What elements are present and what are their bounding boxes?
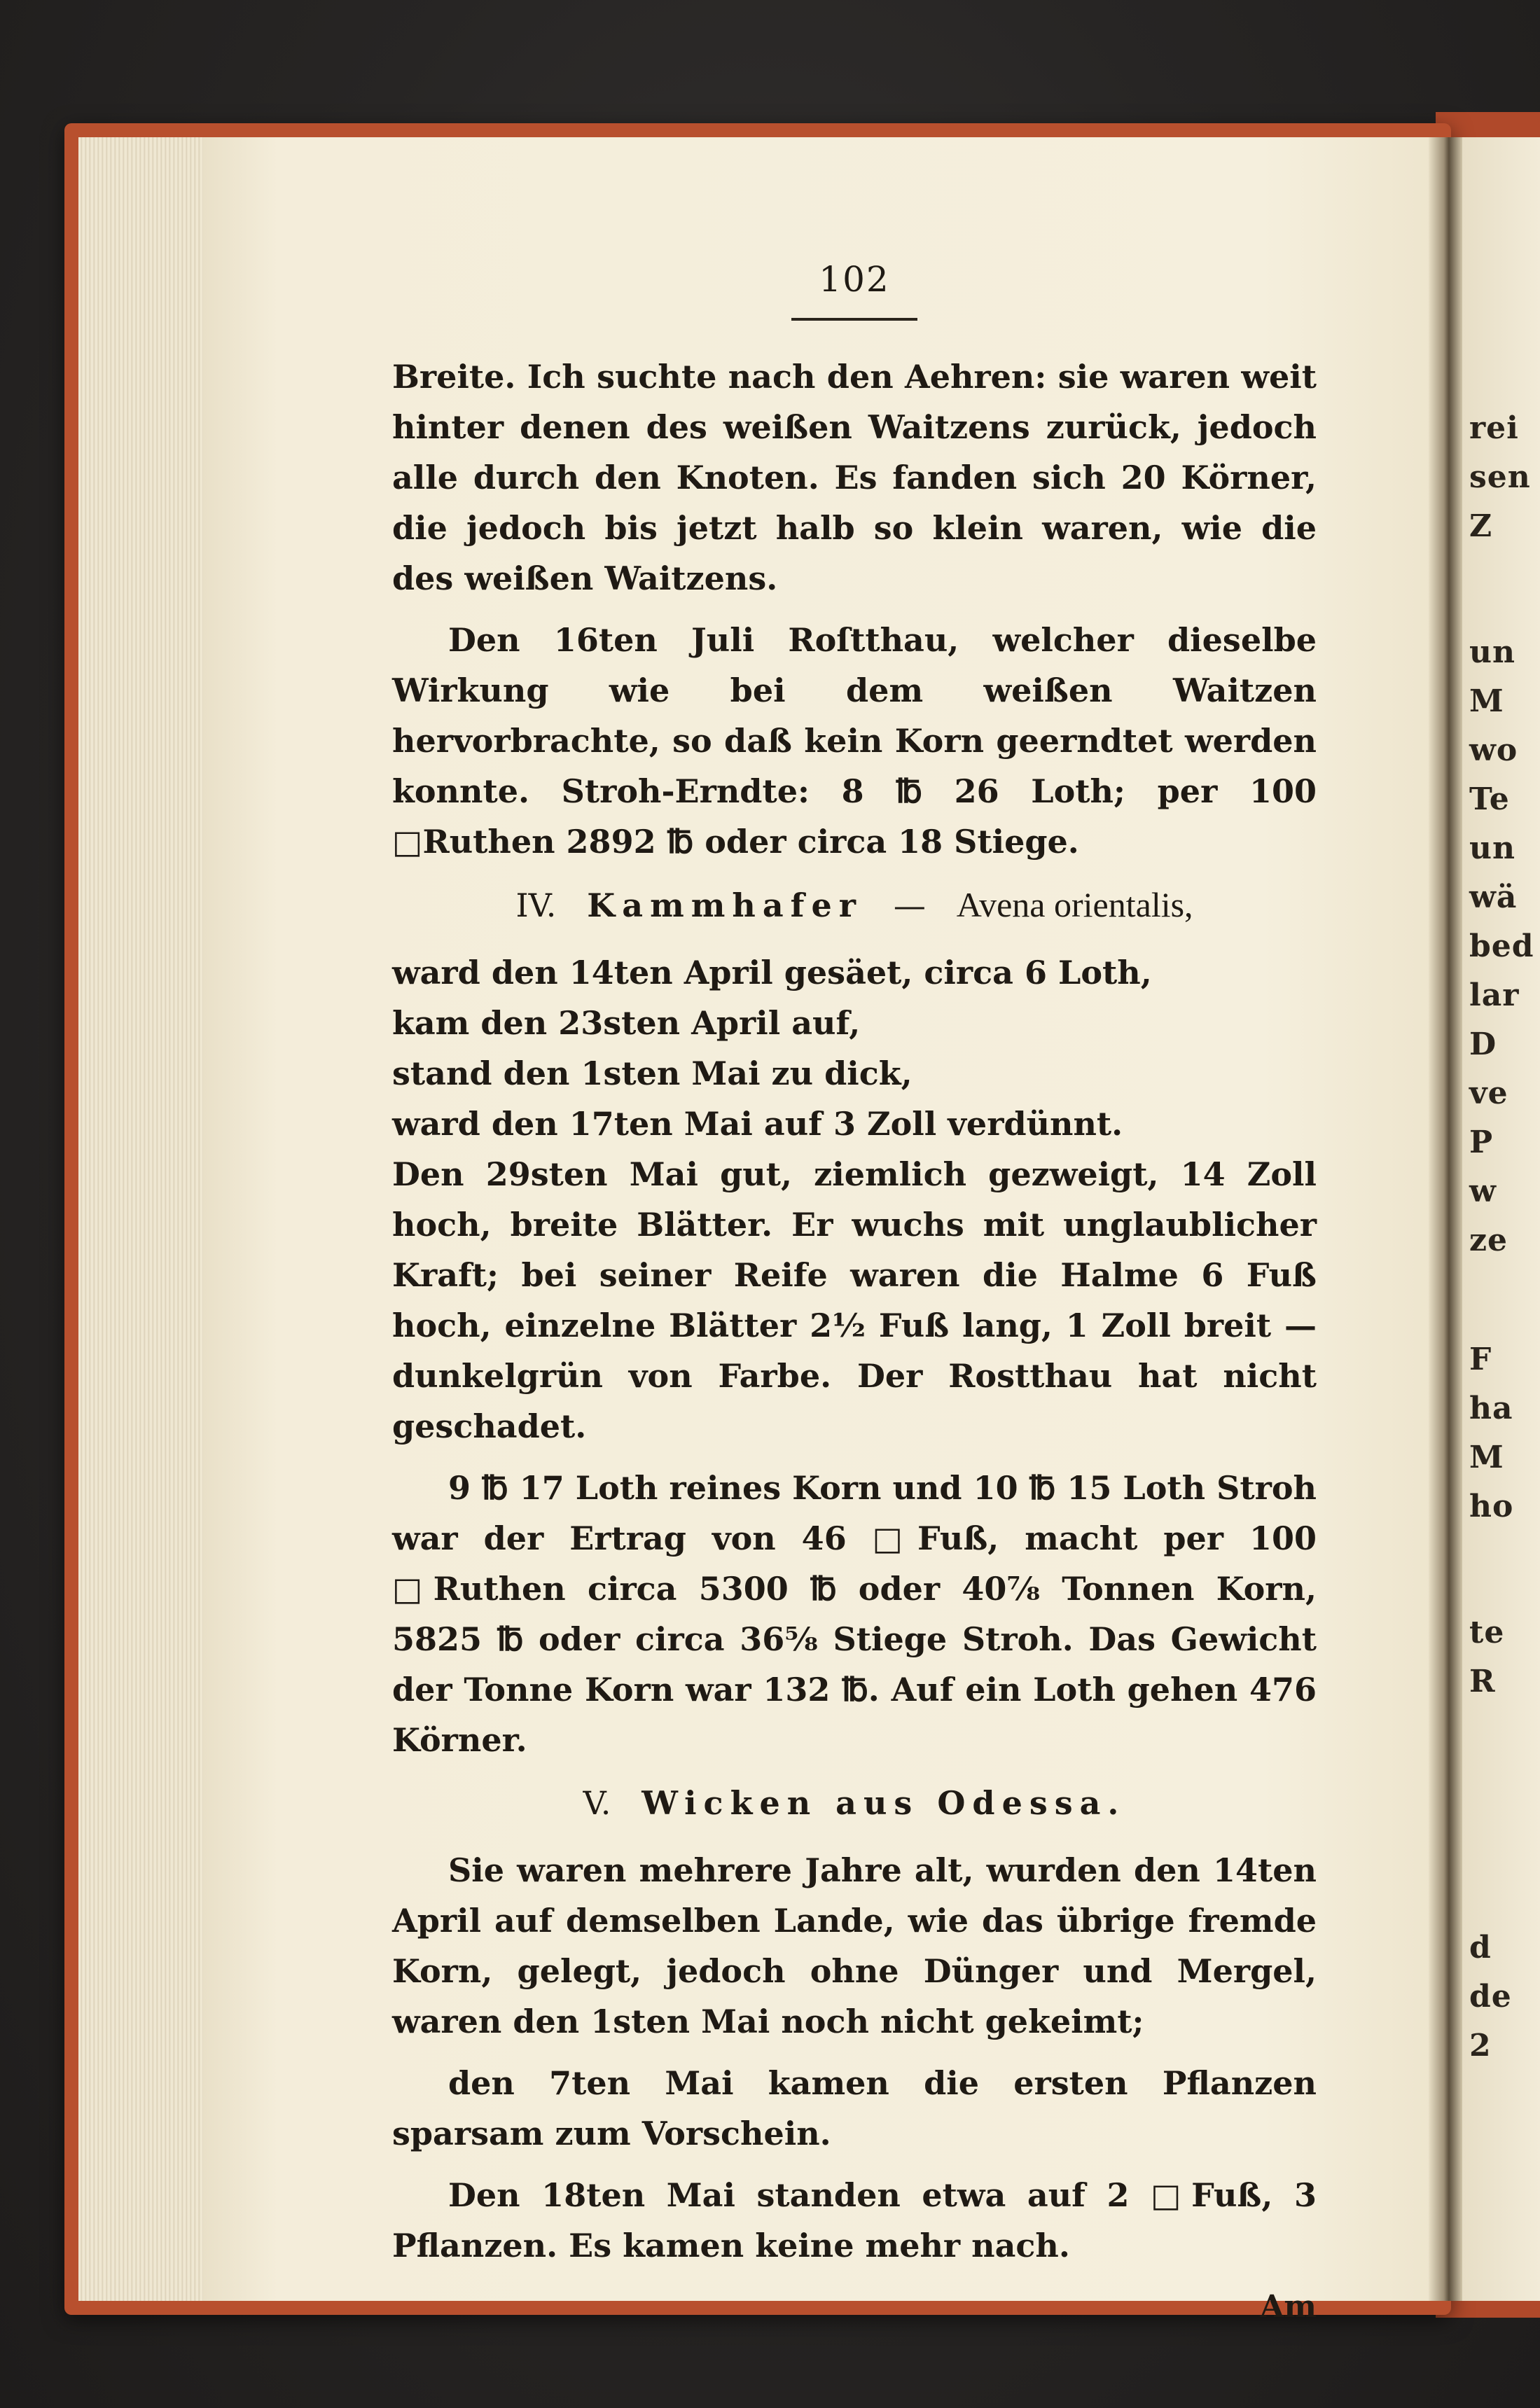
paragraph: Den 29sten Mai gut, ziemlich gezweigt, 14 Zoll hoch, breite Blätter. Er wuchs mit unglaublicher Kraft; bei seiner Reife waren die Halme 6 Fuß hoch, einzelne Blätter 2½ Fuß lang, 1 Zoll breit — dunkelgrün von Farbe. Der Rostthau hat nicht geschadet. bbox=[392, 1155, 1317, 1445]
page-edges bbox=[78, 137, 211, 2301]
next-page-fragment: R bbox=[1469, 1664, 1496, 1699]
text-line: stand den 1sten Mai zu dick, bbox=[392, 1055, 913, 1092]
section-name: Wicken aus Odessa. bbox=[641, 1784, 1126, 1822]
catchword: Am bbox=[1260, 2289, 1317, 2325]
next-page-fragment: de bbox=[1469, 1979, 1512, 2014]
paragraph: den 7ten Mai kamen die ersten Pflanzen sparsam zum Vorschein. bbox=[392, 2064, 1317, 2152]
next-page-fragment: lar bbox=[1469, 977, 1520, 1013]
section-heading-iv bbox=[392, 878, 1317, 932]
next-page-fragment: ze bbox=[1469, 1223, 1508, 1258]
section-latin-name: Avena orientalis, bbox=[956, 885, 1193, 924]
next-page-fragment: rei bbox=[1469, 410, 1519, 446]
next-page-fragment: M bbox=[1469, 683, 1504, 719]
text-line: ward den 14ten April gesäet, circa 6 Loth, bbox=[392, 954, 1152, 991]
next-page-fragment: D bbox=[1469, 1026, 1497, 1062]
next-page-fragment: un bbox=[1469, 830, 1515, 866]
section-number: V. bbox=[583, 1784, 611, 1822]
paragraph: Den 18ten Mai standen etwa auf 2 □Fuß, 3 Pflanzen. Es kamen keine mehr nach. bbox=[392, 2176, 1317, 2264]
paragraph: Breite. Ich suchte nach den Aehren: sie waren weit hinter denen des weißen Waitzens zurück, jedoch alle durch den Knoten. Es fanden sich 20 Körner, die jedoch bis jetzt halb so klein waren, wie die des weißen Waitzens. bbox=[392, 358, 1317, 597]
next-page-fragment: 2 bbox=[1469, 2028, 1492, 2063]
section-dash: — bbox=[893, 886, 926, 924]
book-gutter bbox=[1429, 137, 1462, 2301]
right-page-fragment bbox=[1462, 137, 1540, 2301]
header-rule bbox=[791, 318, 917, 321]
paragraph: 9 ℔ 17 Loth reines Korn und 10 ℔ 15 Loth Stroh war der Ertrag von 46 □Fuß, macht per 100 □Ruthen circa 5300 ℔ oder 40⅞ Tonnen Korn, 5825 ℔ oder circa 36⅝ Stiege Stroh. Das Gewicht der Tonne Korn war 132 ℔. Auf ein Loth gehen 476 Körner. bbox=[392, 1469, 1317, 1759]
text-line: kam den 23sten April auf, bbox=[392, 1004, 861, 1042]
next-page-fragment: P bbox=[1469, 1125, 1494, 1160]
next-page-fragment: un bbox=[1469, 634, 1515, 670]
next-page-fragment: bed bbox=[1469, 928, 1534, 964]
next-page-fragment: ho bbox=[1469, 1489, 1514, 1524]
section-number: IV. bbox=[515, 886, 557, 924]
paragraph: Sie waren mehrere Jahre alt, wurden den 14ten April auf demselben Lande, wie das übrige fremde Korn, gelegt, jedoch ohne Dünger und Mergel, waren den 1sten Mai noch nicht gekeimt; bbox=[392, 1851, 1317, 2040]
next-page-fragment: sen bbox=[1469, 459, 1531, 495]
next-page-fragment: wä bbox=[1469, 879, 1518, 915]
next-page-fragment: te bbox=[1469, 1615, 1505, 1650]
next-page-fragment: M bbox=[1469, 1440, 1504, 1475]
next-page-fragment: ha bbox=[1469, 1391, 1513, 1426]
paragraph: Den 16ten Juli Roſtthau, welcher dieselbe Wirkung wie bei dem weißen Waitzen hervorbrachte, so daß kein Korn geerndtet werden konnte. Stroh-Erndte: 8 ℔ 26 Loth; per 100 □Ruthen 2892 ℔ oder circa 18 Stiege. bbox=[392, 621, 1317, 861]
section-heading-v bbox=[392, 1776, 1317, 1830]
next-page-fragment: Z bbox=[1469, 508, 1493, 544]
next-page-fragment: d bbox=[1469, 1930, 1492, 1965]
next-page-fragment: F bbox=[1469, 1342, 1492, 1377]
next-page-fragment: ve bbox=[1469, 1076, 1508, 1111]
page-number: 102 bbox=[819, 259, 890, 300]
next-page-fragment: w bbox=[1469, 1174, 1497, 1209]
text-line: ward den 17ten Mai auf 3 Zoll verdünnt. bbox=[392, 1105, 1123, 1143]
section-name: Kammhafer bbox=[587, 886, 863, 924]
page-content bbox=[392, 259, 1317, 2332]
next-page-fragment: wo bbox=[1469, 732, 1518, 768]
next-page-fragment: Te bbox=[1469, 781, 1510, 817]
